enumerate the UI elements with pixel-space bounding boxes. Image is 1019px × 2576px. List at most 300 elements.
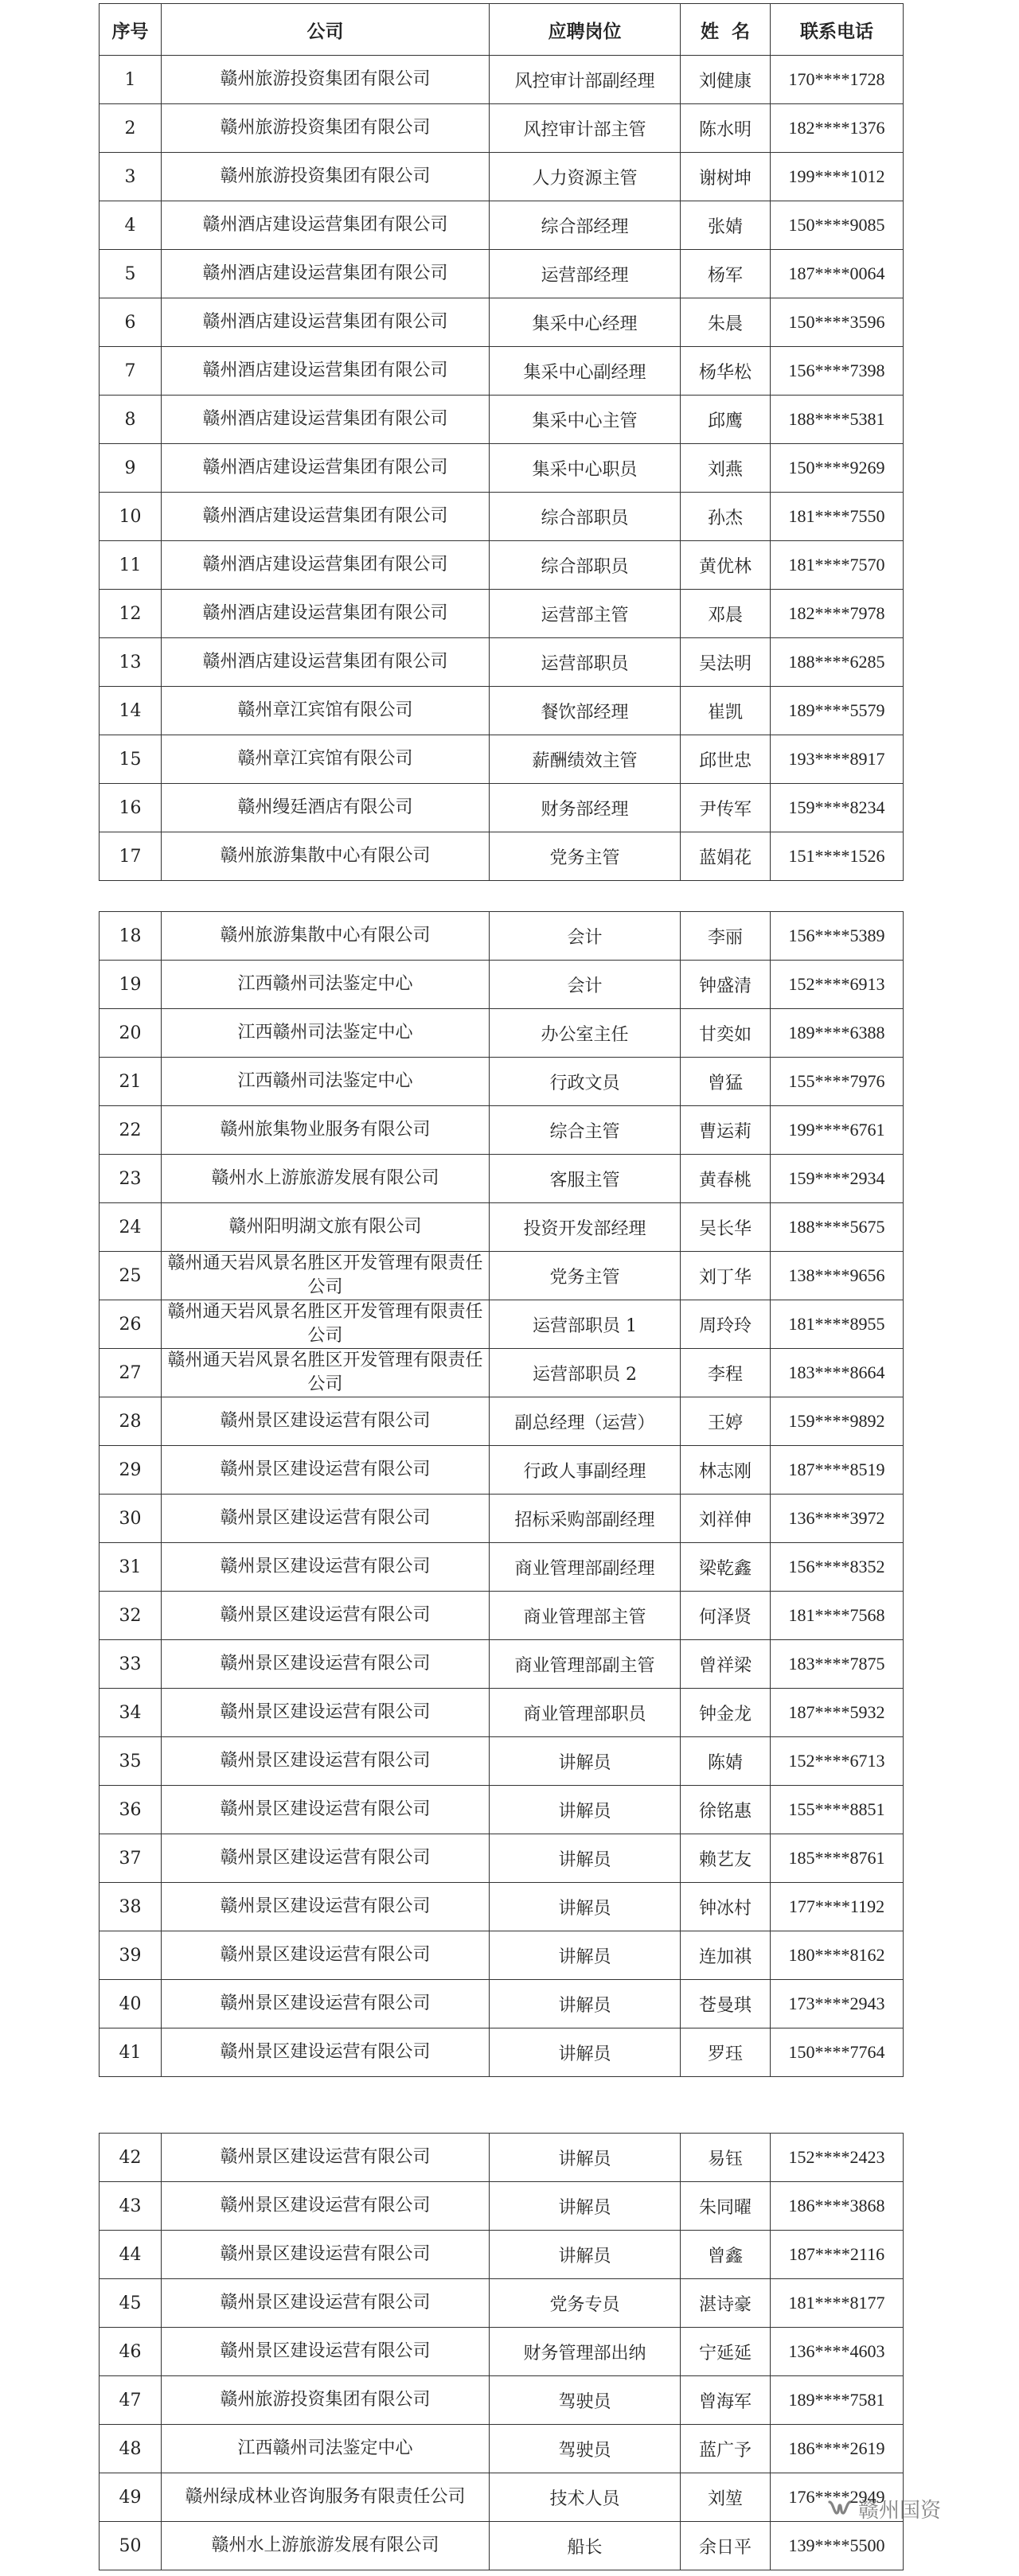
cell-company: 赣州旅集物业服务有限公司 — [162, 1106, 490, 1155]
cell-name: 易钰 — [681, 2134, 771, 2182]
cell-no: 3 — [100, 153, 162, 201]
header-company: 公司 — [162, 4, 490, 56]
cell-name: 余日平 — [681, 2522, 771, 2570]
cell-no: 44 — [100, 2231, 162, 2279]
cell-position: 综合部职员 — [490, 541, 681, 590]
cell-no: 10 — [100, 493, 162, 541]
table-row — [100, 1252, 904, 1300]
cell-name: 刘健康 — [681, 56, 771, 104]
cell-no: 35 — [100, 1737, 162, 1786]
table-row — [100, 1592, 904, 1640]
cell-name: 邱鹰 — [681, 396, 771, 444]
cell-name: 何泽贤 — [681, 1592, 771, 1640]
cell-phone: 186****2619 — [771, 2425, 904, 2473]
cell-name: 刘祥伸 — [681, 1495, 771, 1543]
cell-no: 27 — [100, 1349, 162, 1397]
cell-no: 6 — [100, 298, 162, 347]
cell-no: 7 — [100, 347, 162, 396]
cell-position: 商业管理部职员 — [490, 1689, 681, 1737]
cell-name: 刘燕 — [681, 444, 771, 493]
cell-company: 赣州绿成林业咨询服务有限责任公司 — [162, 2473, 490, 2522]
cell-position: 财务管理部出纳 — [490, 2328, 681, 2376]
cell-phone: 181****8177 — [771, 2279, 904, 2328]
cell-phone: 152****6713 — [771, 1737, 904, 1786]
cell-company: 赣州阳明湖文旅有限公司 — [162, 1203, 490, 1252]
cell-position: 商业管理部主管 — [490, 1592, 681, 1640]
table-row — [100, 250, 904, 298]
cell-position: 风控审计部副经理 — [490, 56, 681, 104]
cell-company: 赣州景区建设运营有限公司 — [162, 2028, 490, 2077]
table-row — [100, 2328, 904, 2376]
cell-position: 综合部经理 — [490, 201, 681, 250]
header-name: 姓 名 — [681, 4, 771, 56]
cell-name: 梁乾鑫 — [681, 1543, 771, 1592]
cell-company: 赣州水上游旅游发展有限公司 — [162, 1155, 490, 1203]
cell-company: 赣州旅游投资集团有限公司 — [162, 104, 490, 153]
cell-position: 副总经理（运营） — [490, 1397, 681, 1446]
table-row — [100, 1689, 904, 1737]
cell-no: 47 — [100, 2376, 162, 2425]
cell-name: 吴长华 — [681, 1203, 771, 1252]
cell-position: 运营部职员 — [490, 638, 681, 687]
cell-no: 45 — [100, 2279, 162, 2328]
cell-no: 28 — [100, 1397, 162, 1446]
table-row — [100, 541, 904, 590]
cell-company: 赣州旅游投资集团有限公司 — [162, 2376, 490, 2425]
cell-position: 行政人事副经理 — [490, 1446, 681, 1495]
cell-position: 运营部职员 2 — [490, 1349, 681, 1397]
cell-position: 行政文员 — [490, 1058, 681, 1106]
table-row — [100, 1058, 904, 1106]
cell-phone: 189****6388 — [771, 1009, 904, 1058]
cell-phone: 182****1376 — [771, 104, 904, 153]
cell-position: 技术人员 — [490, 2473, 681, 2522]
cell-name: 陈水明 — [681, 104, 771, 153]
cell-position: 商业管理部副主管 — [490, 1640, 681, 1689]
cell-no: 23 — [100, 1155, 162, 1203]
cell-company: 赣州通天岩风景名胜区开发管理有限责任公司 — [162, 1300, 490, 1349]
cell-phone: 138****9656 — [771, 1252, 904, 1300]
cell-company: 赣州酒店建设运营集团有限公司 — [162, 396, 490, 444]
cell-company: 江西赣州司法鉴定中心 — [162, 961, 490, 1009]
cell-phone: 150****3596 — [771, 298, 904, 347]
cell-company: 赣州酒店建设运营集团有限公司 — [162, 444, 490, 493]
table-row — [100, 1446, 904, 1495]
cell-position: 船长 — [490, 2522, 681, 2570]
table-row — [100, 832, 904, 881]
table-row — [100, 784, 904, 832]
cell-no: 42 — [100, 2134, 162, 2182]
cell-name: 曾祥梁 — [681, 1640, 771, 1689]
table-row — [100, 590, 904, 638]
cell-no: 48 — [100, 2425, 162, 2473]
cell-company: 赣州旅游集散中心有限公司 — [162, 832, 490, 881]
cell-no: 25 — [100, 1252, 162, 1300]
table-row — [100, 396, 904, 444]
cell-phone: 159****8234 — [771, 784, 904, 832]
table-row — [100, 1300, 904, 1349]
cell-phone: 183****8664 — [771, 1349, 904, 1397]
watermark-text: 赣州国资 — [858, 2497, 942, 2522]
table-body — [100, 2134, 904, 2570]
cell-name: 宁延延 — [681, 2328, 771, 2376]
cell-position: 运营部经理 — [490, 250, 681, 298]
cell-company: 江西赣州司法鉴定中心 — [162, 1009, 490, 1058]
cell-company: 赣州酒店建设运营集团有限公司 — [162, 250, 490, 298]
cell-no: 15 — [100, 735, 162, 784]
table-row — [100, 2134, 904, 2182]
cell-no: 38 — [100, 1883, 162, 1931]
table-row — [100, 1931, 904, 1980]
cell-position: 招标采购部副经理 — [490, 1495, 681, 1543]
cell-phone: 151****1526 — [771, 832, 904, 881]
cell-no: 32 — [100, 1592, 162, 1640]
cell-company: 赣州旅游集散中心有限公司 — [162, 912, 490, 961]
cell-no: 26 — [100, 1300, 162, 1349]
cell-company: 赣州通天岩风景名胜区开发管理有限责任公司 — [162, 1252, 490, 1300]
table-row — [100, 1883, 904, 1931]
cell-phone: 173****2943 — [771, 1980, 904, 2028]
cell-position: 薪酬绩效主管 — [490, 735, 681, 784]
cell-name: 崔凯 — [681, 687, 771, 735]
cell-company: 赣州景区建设运营有限公司 — [162, 2328, 490, 2376]
cell-phone: 177****1192 — [771, 1883, 904, 1931]
cell-no: 30 — [100, 1495, 162, 1543]
cell-no: 40 — [100, 1980, 162, 2028]
table-row — [100, 1834, 904, 1883]
cell-phone: 155****8851 — [771, 1786, 904, 1834]
cell-company: 赣州景区建设运营有限公司 — [162, 1786, 490, 1834]
cell-name: 王婷 — [681, 1397, 771, 1446]
cell-position: 讲解员 — [490, 2182, 681, 2231]
cell-phone: 189****7581 — [771, 2376, 904, 2425]
cell-company: 赣州酒店建设运营集团有限公司 — [162, 638, 490, 687]
cell-company: 江西赣州司法鉴定中心 — [162, 1058, 490, 1106]
candidate-table-part-3 — [99, 2133, 904, 2570]
cell-no: 20 — [100, 1009, 162, 1058]
cell-name: 吴法明 — [681, 638, 771, 687]
table-row — [100, 2473, 904, 2522]
cell-name: 刘堃 — [681, 2473, 771, 2522]
cell-phone: 189****5579 — [771, 687, 904, 735]
cell-position: 集采中心主管 — [490, 396, 681, 444]
cell-phone: 199****1012 — [771, 153, 904, 201]
cell-name: 曾猛 — [681, 1058, 771, 1106]
table-row — [100, 912, 904, 961]
table-row — [100, 2522, 904, 2570]
cell-phone: 170****1728 — [771, 56, 904, 104]
header-no: 序号 — [100, 4, 162, 56]
cell-name: 蓝娟花 — [681, 832, 771, 881]
cell-name: 钟盛清 — [681, 961, 771, 1009]
cell-position: 讲解员 — [490, 1931, 681, 1980]
candidate-table-part-1 — [99, 3, 904, 881]
cell-name: 朱同曜 — [681, 2182, 771, 2231]
cell-phone: 180****8162 — [771, 1931, 904, 1980]
cell-company: 赣州酒店建设运营集团有限公司 — [162, 298, 490, 347]
cell-phone: 182****7978 — [771, 590, 904, 638]
cell-name: 黄优林 — [681, 541, 771, 590]
cell-no: 22 — [100, 1106, 162, 1155]
cell-phone: 183****7875 — [771, 1640, 904, 1689]
cell-company: 赣州景区建设运营有限公司 — [162, 2231, 490, 2279]
cell-phone: 150****7764 — [771, 2028, 904, 2077]
cell-phone: 150****9269 — [771, 444, 904, 493]
cell-phone: 152****2423 — [771, 2134, 904, 2182]
cell-name: 周玲玲 — [681, 1300, 771, 1349]
cell-name: 曹运莉 — [681, 1106, 771, 1155]
cell-name: 林志刚 — [681, 1446, 771, 1495]
cell-company: 赣州酒店建设运营集团有限公司 — [162, 347, 490, 396]
cell-no: 46 — [100, 2328, 162, 2376]
cell-no: 21 — [100, 1058, 162, 1106]
cell-no: 37 — [100, 1834, 162, 1883]
cell-company: 赣州景区建设运营有限公司 — [162, 1931, 490, 1980]
cell-no: 41 — [100, 2028, 162, 2077]
cell-company: 赣州通天岩风景名胜区开发管理有限责任公司 — [162, 1349, 490, 1397]
table-row — [100, 2376, 904, 2425]
table-body — [100, 912, 904, 2077]
table-row — [100, 56, 904, 104]
cell-position: 集采中心职员 — [490, 444, 681, 493]
cell-name: 苍曼琪 — [681, 1980, 771, 2028]
cell-phone: 188****5381 — [771, 396, 904, 444]
cell-no: 13 — [100, 638, 162, 687]
cell-name: 蓝广予 — [681, 2425, 771, 2473]
cell-no: 8 — [100, 396, 162, 444]
cell-company: 赣州景区建设运营有限公司 — [162, 1592, 490, 1640]
cell-phone: 199****6761 — [771, 1106, 904, 1155]
cell-no: 50 — [100, 2522, 162, 2570]
cell-company: 赣州水上游旅游发展有限公司 — [162, 2522, 490, 2570]
cell-position: 运营部职员 1 — [490, 1300, 681, 1349]
cell-position: 讲解员 — [490, 1834, 681, 1883]
cell-position: 讲解员 — [490, 1883, 681, 1931]
cell-phone: 181****7568 — [771, 1592, 904, 1640]
cell-position: 讲解员 — [490, 1737, 681, 1786]
cell-no: 14 — [100, 687, 162, 735]
cell-company: 赣州景区建设运营有限公司 — [162, 1543, 490, 1592]
cell-phone: 159****2934 — [771, 1155, 904, 1203]
cell-position: 投资开发部经理 — [490, 1203, 681, 1252]
cell-position: 办公室主任 — [490, 1009, 681, 1058]
cell-phone: 150****9085 — [771, 201, 904, 250]
table-row — [100, 1106, 904, 1155]
cell-name: 黄春桃 — [681, 1155, 771, 1203]
cell-name: 湛诗豪 — [681, 2279, 771, 2328]
table-row — [100, 1495, 904, 1543]
cell-no: 1 — [100, 56, 162, 104]
cell-phone: 185****8761 — [771, 1834, 904, 1883]
table-body — [100, 56, 904, 881]
table-row — [100, 961, 904, 1009]
cell-phone: 139****5500 — [771, 2522, 904, 2570]
table-row — [100, 1737, 904, 1786]
cell-position: 财务部经理 — [490, 784, 681, 832]
cell-no: 19 — [100, 961, 162, 1009]
cell-name: 曾鑫 — [681, 2231, 771, 2279]
cell-company: 赣州景区建设运营有限公司 — [162, 1495, 490, 1543]
cell-position: 讲解员 — [490, 2231, 681, 2279]
cell-name: 李丽 — [681, 912, 771, 961]
cell-name: 连加祺 — [681, 1931, 771, 1980]
table-row — [100, 1203, 904, 1252]
cell-phone: 188****5675 — [771, 1203, 904, 1252]
table-row — [100, 493, 904, 541]
table-row — [100, 347, 904, 396]
cell-phone: 156****8352 — [771, 1543, 904, 1592]
cell-position: 党务主管 — [490, 1252, 681, 1300]
cell-company: 赣州景区建设运营有限公司 — [162, 1397, 490, 1446]
cell-name: 陈婧 — [681, 1737, 771, 1786]
cell-name: 孙杰 — [681, 493, 771, 541]
cell-no: 33 — [100, 1640, 162, 1689]
cell-no: 29 — [100, 1446, 162, 1495]
table-row — [100, 1980, 904, 2028]
table-row — [100, 1397, 904, 1446]
cell-position: 驾驶员 — [490, 2425, 681, 2473]
table-row — [100, 1155, 904, 1203]
cell-no: 9 — [100, 444, 162, 493]
cell-position: 党务专员 — [490, 2279, 681, 2328]
cell-position: 会计 — [490, 961, 681, 1009]
cell-company: 赣州景区建设运营有限公司 — [162, 2182, 490, 2231]
cell-company: 赣州旅游投资集团有限公司 — [162, 153, 490, 201]
cell-no: 16 — [100, 784, 162, 832]
cell-company: 赣州景区建设运营有限公司 — [162, 1446, 490, 1495]
cell-position: 集采中心副经理 — [490, 347, 681, 396]
cell-position: 餐饮部经理 — [490, 687, 681, 735]
cell-phone: 187****5932 — [771, 1689, 904, 1737]
cell-name: 钟金龙 — [681, 1689, 771, 1737]
table-header-row — [100, 4, 904, 56]
cell-name: 罗珏 — [681, 2028, 771, 2077]
table-row — [100, 735, 904, 784]
cell-no: 43 — [100, 2182, 162, 2231]
cell-name: 邱世忠 — [681, 735, 771, 784]
cell-phone: 156****7398 — [771, 347, 904, 396]
table-row — [100, 444, 904, 493]
cell-no: 36 — [100, 1786, 162, 1834]
cell-no: 49 — [100, 2473, 162, 2522]
table-row — [100, 104, 904, 153]
header-phone: 联系电话 — [771, 4, 904, 56]
cell-company: 赣州景区建设运营有限公司 — [162, 1689, 490, 1737]
cell-name: 钟冰村 — [681, 1883, 771, 1931]
cell-phone: 187****8519 — [771, 1446, 904, 1495]
wechat-channel-icon — [826, 2497, 853, 2519]
cell-position: 人力资源主管 — [490, 153, 681, 201]
cell-company: 赣州景区建设运营有限公司 — [162, 1883, 490, 1931]
cell-phone: 181****7550 — [771, 493, 904, 541]
cell-name: 杨华松 — [681, 347, 771, 396]
table-row — [100, 1349, 904, 1397]
cell-no: 5 — [100, 250, 162, 298]
cell-no: 34 — [100, 1689, 162, 1737]
cell-company: 赣州景区建设运营有限公司 — [162, 1737, 490, 1786]
cell-name: 朱晨 — [681, 298, 771, 347]
cell-position: 风控审计部主管 — [490, 104, 681, 153]
cell-no: 12 — [100, 590, 162, 638]
header-position: 应聘岗位 — [490, 4, 681, 56]
table-row — [100, 2028, 904, 2077]
cell-no: 18 — [100, 912, 162, 961]
cell-company: 赣州酒店建设运营集团有限公司 — [162, 201, 490, 250]
cell-phone: 155****7976 — [771, 1058, 904, 1106]
table-row — [100, 1786, 904, 1834]
cell-phone: 193****8917 — [771, 735, 904, 784]
cell-company: 赣州景区建设运营有限公司 — [162, 1834, 490, 1883]
cell-position: 讲解员 — [490, 2028, 681, 2077]
table-row — [100, 1009, 904, 1058]
cell-company: 赣州景区建设运营有限公司 — [162, 2279, 490, 2328]
cell-company: 赣州酒店建设运营集团有限公司 — [162, 493, 490, 541]
cell-company: 赣州旅游投资集团有限公司 — [162, 56, 490, 104]
candidate-table-part-2 — [99, 911, 904, 2077]
table-row — [100, 1543, 904, 1592]
cell-company: 赣州章江宾馆有限公司 — [162, 735, 490, 784]
cell-company: 赣州景区建设运营有限公司 — [162, 1980, 490, 2028]
cell-name: 李程 — [681, 1349, 771, 1397]
cell-no: 17 — [100, 832, 162, 881]
cell-position: 综合主管 — [490, 1106, 681, 1155]
cell-name: 徐铭惠 — [681, 1786, 771, 1834]
cell-phone: 186****3868 — [771, 2182, 904, 2231]
cell-phone: 136****3972 — [771, 1495, 904, 1543]
cell-phone: 156****5389 — [771, 912, 904, 961]
cell-position: 商业管理部副经理 — [490, 1543, 681, 1592]
cell-no: 24 — [100, 1203, 162, 1252]
cell-name: 尹传军 — [681, 784, 771, 832]
table-row — [100, 2425, 904, 2473]
table-row — [100, 687, 904, 735]
cell-company: 赣州章江宾馆有限公司 — [162, 687, 490, 735]
table-row — [100, 2279, 904, 2328]
cell-position: 讲解员 — [490, 1786, 681, 1834]
cell-phone: 188****6285 — [771, 638, 904, 687]
watermark — [826, 2492, 941, 2524]
cell-phone: 181****7570 — [771, 541, 904, 590]
cell-phone: 136****4603 — [771, 2328, 904, 2376]
cell-name: 张婧 — [681, 201, 771, 250]
cell-name: 杨军 — [681, 250, 771, 298]
cell-no: 2 — [100, 104, 162, 153]
table-row — [100, 153, 904, 201]
table-row — [100, 2231, 904, 2279]
cell-no: 4 — [100, 201, 162, 250]
cell-name: 谢树坤 — [681, 153, 771, 201]
cell-position: 集采中心经理 — [490, 298, 681, 347]
cell-phone: 159****9892 — [771, 1397, 904, 1446]
cell-no: 39 — [100, 1931, 162, 1980]
table-row — [100, 1640, 904, 1689]
cell-position: 客服主管 — [490, 1155, 681, 1203]
cell-name: 赖艺友 — [681, 1834, 771, 1883]
cell-company: 赣州缦廷酒店有限公司 — [162, 784, 490, 832]
cell-position: 讲解员 — [490, 2134, 681, 2182]
cell-name: 刘丁华 — [681, 1252, 771, 1300]
cell-position: 会计 — [490, 912, 681, 961]
table-row — [100, 638, 904, 687]
cell-name: 曾海军 — [681, 2376, 771, 2425]
cell-phone: 187****2116 — [771, 2231, 904, 2279]
cell-company: 赣州景区建设运营有限公司 — [162, 1640, 490, 1689]
cell-company: 赣州酒店建设运营集团有限公司 — [162, 541, 490, 590]
cell-no: 11 — [100, 541, 162, 590]
cell-company: 赣州景区建设运营有限公司 — [162, 2134, 490, 2182]
cell-position: 运营部主管 — [490, 590, 681, 638]
cell-position: 驾驶员 — [490, 2376, 681, 2425]
